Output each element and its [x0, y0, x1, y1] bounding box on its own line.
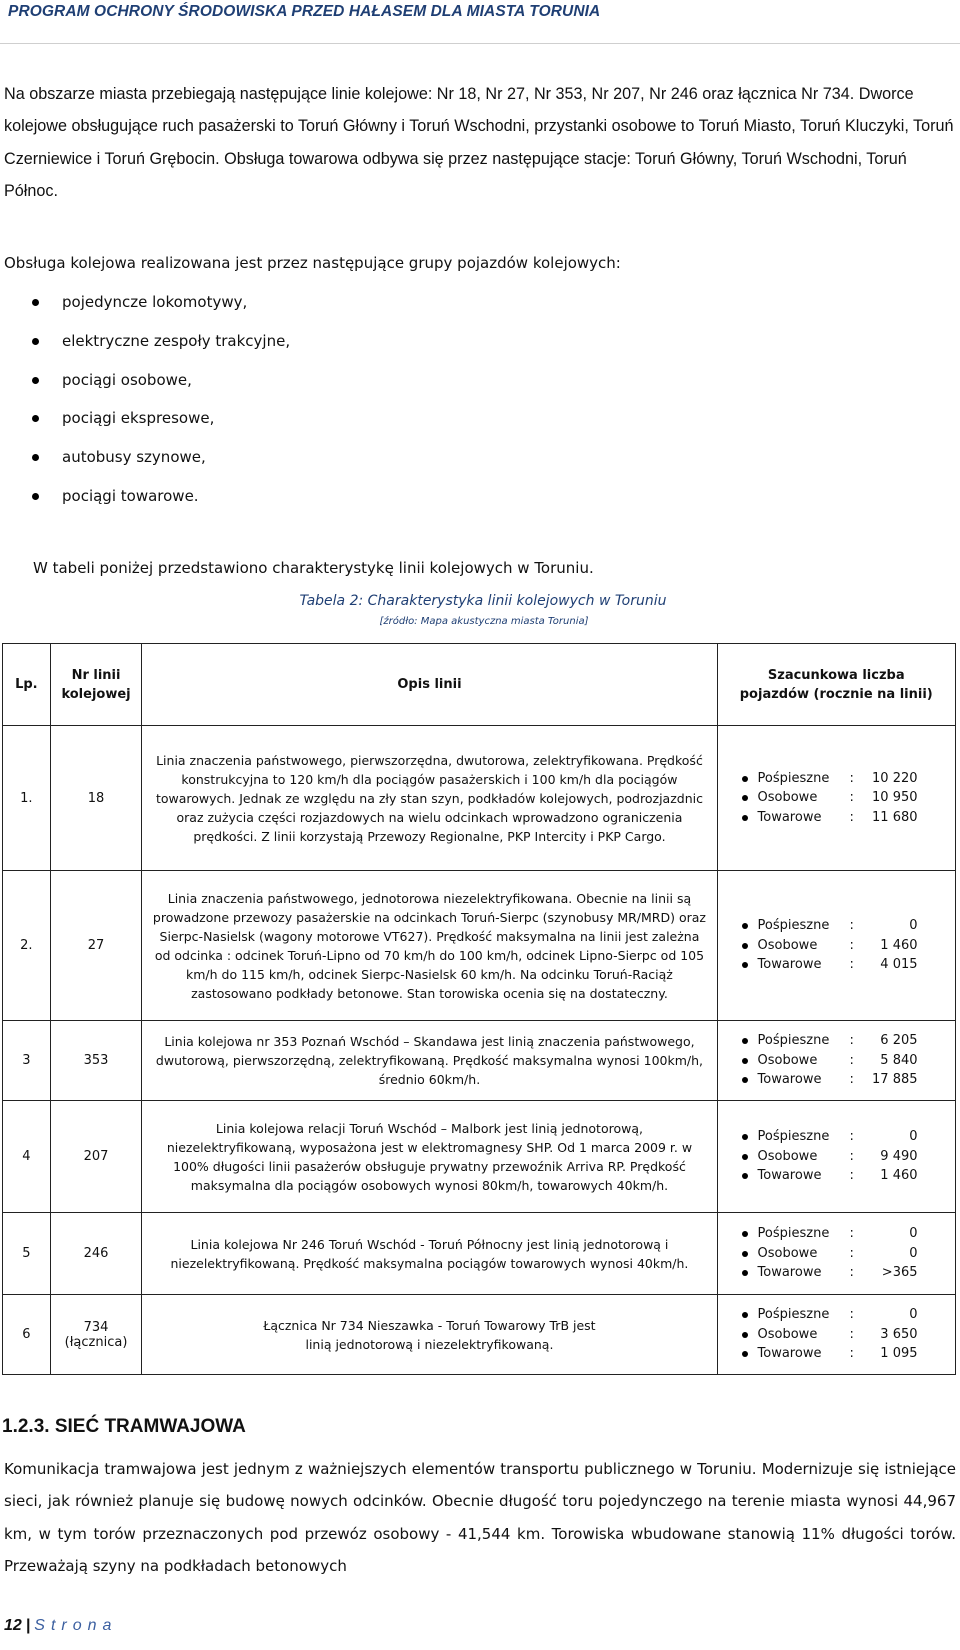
bullet-icon: [32, 493, 39, 500]
stat-item: Pośpieszne : 0: [738, 1224, 955, 1244]
stat-item: Osobowe : 10 950: [738, 788, 955, 808]
list-item: autobusy szynowe,: [0, 447, 700, 486]
table-header-row: [3, 644, 956, 726]
stat-item: Pośpieszne : 6 205: [738, 1031, 955, 1051]
bullet-icon: [742, 1058, 748, 1064]
bullet-icon: [742, 1134, 748, 1140]
bullet-icon: [32, 338, 39, 345]
bullet-icon: [742, 1312, 748, 1318]
row-lp: 5: [3, 1213, 51, 1295]
list-item: pociągi towarowe.: [0, 486, 700, 525]
list-item: pojedyncze lokomotywy,: [0, 292, 700, 331]
bullet-icon: [742, 1173, 748, 1179]
stat-item: Osobowe : 3 650: [738, 1325, 955, 1345]
table-source: [źródło: Mapa akustyczna miasta Torunia]: [379, 616, 589, 627]
bullet-icon: [742, 962, 748, 968]
stat-item: Osobowe : 1 460: [738, 936, 955, 956]
row-lp: 1.: [3, 726, 51, 871]
stat-item: Pośpieszne : 0: [738, 1305, 955, 1325]
stat-item: Pośpieszne : 10 220: [738, 769, 955, 789]
bullet-icon: [742, 795, 748, 801]
footer-label: Strona: [34, 1617, 118, 1634]
row-desc: Linia kolejowa nr 353 Poznań Wschód – Skandawa jest linią znaczenia państwowego, dwutorową, pierwszorzędną, zelektryfikowaną. Prędkość maksymalna wynosi 100km/h, średnio 60km/h.: [142, 1021, 717, 1101]
row-line: 207: [50, 1101, 142, 1213]
header-desc: Opis linii: [142, 644, 717, 726]
bullet-icon: [742, 1038, 748, 1044]
stat-item: Osobowe : 5 840: [738, 1051, 955, 1071]
row-line: 18: [50, 726, 142, 871]
footer-separator: |: [25, 1617, 31, 1634]
stat-item: Osobowe : 9 490: [738, 1147, 955, 1167]
bullet-icon: [742, 1332, 748, 1338]
row-desc: Linia kolejowa relacji Toruń Wschód – Malbork jest linią jednotorową, niezelektryfikowaną, wyposażona jest w elektromagnesy SHP. Od 1 marca 2009 r. w 100% długości linii pasażerów obsługuje prywatny przewoźnik Arriva RP. Prędkość maksymalna dla pociągów osobowych wynosi 80km/h, towarowych 40km/h.: [142, 1101, 717, 1213]
bullet-icon: [742, 1154, 748, 1160]
table-row: [3, 1021, 956, 1101]
row-line: 27: [50, 871, 142, 1021]
table-intro: W tabeli poniżej przedstawiono charakterystykę linii kolejowych w Toruniu.: [33, 559, 594, 577]
bullet-icon: [742, 1231, 748, 1237]
stat-item: Towarowe : 11 680: [738, 808, 955, 828]
bullet-icon: [742, 1251, 748, 1257]
row-line: 353: [50, 1021, 142, 1101]
row-desc: Łącznica Nr 734 Nieszawka - Toruń Towarowy TrB jest linią jednotorową i niezelektryfikowaną.: [142, 1295, 717, 1375]
stat-item: Towarowe : >365: [738, 1263, 955, 1283]
row-stats: [717, 726, 955, 871]
row-lp: 3: [3, 1021, 51, 1101]
bullet-icon: [742, 923, 748, 929]
vehicle-groups-list: [0, 292, 700, 525]
stat-item: Pośpieszne : 0: [738, 916, 955, 936]
list-item: elektryczne zespoły trakcyjne,: [0, 331, 700, 370]
row-desc: Linia kolejowa Nr 246 Toruń Wschód - Toruń Północny jest linią jednotorową i niezelektryfikowaną. Prędkość maksymalna pociągów towarowych wynosi 40km/h.: [142, 1213, 717, 1295]
bullet-icon: [32, 454, 39, 461]
stat-item: Pośpieszne : 0: [738, 1127, 955, 1147]
bullet-icon: [742, 776, 748, 782]
stat-item: Towarowe : 17 885: [738, 1070, 955, 1090]
table-row: [3, 1213, 956, 1295]
row-desc: Linia znaczenia państwowego, pierwszorzędna, dwutorowa, zelektryfikowana. Prędkość konstrukcyjna to 120 km/h dla pociągów pasażerskich i 100 km/h dla pociągów towarowych. Jednak ze względu na zły stan szyn, podkładów kolejowych, podrozjazdnic oraz zużycia części rozjazdowych na wielu odcinkach wprowadzono ograniczenia prędkości. Z linii korzystają Przewozy Regionalne, PKP Intercity i PKP Cargo.: [142, 726, 717, 871]
row-stats: [717, 1101, 955, 1213]
page-footer: [4, 1617, 117, 1635]
header-line: Nr linii kolejowej: [50, 644, 142, 726]
table-row: [3, 1101, 956, 1213]
intro-paragraph: Na obszarze miasta przebiegają następujące linie kolejowe: Nr 18, Nr 27, Nr 353, Nr 207, Nr 246 oraz łącznica Nr 734. Dworce kolejowe obsługujące ruch pasażerski to Toruń Główny i Toruń Wschodni, przystanki osobowe to Toruń Miasto, Toruń Kluczyki, Toruń Czerniewice i Toruń Grębocin. Obsługa towarowa odbywa się przez następujące stacje: Toruń Główny, Toruń Wschodni, Toruń Północ.: [4, 85, 954, 200]
page-number: 12: [4, 1617, 22, 1634]
groups-intro: Obsługa kolejowa realizowana jest przez następujące grupy pojazdów kolejowych:: [4, 254, 621, 272]
header-traffic: Szacunkowa liczba pojazdów (rocznie na linii): [717, 644, 955, 726]
bullet-icon: [32, 377, 39, 384]
table-row: [3, 871, 956, 1021]
stat-item: Towarowe : 4 015: [738, 955, 955, 975]
section-heading: 1.2.3. SIEĆ TRAMWAJOWA: [2, 1416, 246, 1437]
table-caption: Tabela 2: Charakterystyka linii kolejowych w Toruniu: [299, 593, 667, 609]
bullet-icon: [32, 415, 39, 422]
bullet-icon: [32, 299, 39, 306]
row-line: 734 (łącznica): [50, 1295, 142, 1375]
bullet-icon: [742, 1077, 748, 1083]
row-stats: [717, 1021, 955, 1101]
stat-item: Osobowe : 0: [738, 1244, 955, 1264]
table-row: [3, 1295, 956, 1375]
stat-item: Towarowe : 1 460: [738, 1166, 955, 1186]
row-line: 246: [50, 1213, 142, 1295]
stat-item: Towarowe : 1 095: [738, 1344, 955, 1364]
bullet-icon: [742, 1351, 748, 1357]
row-lp: 2.: [3, 871, 51, 1021]
row-stats: [717, 871, 955, 1021]
row-desc: Linia znaczenia państwowego, jednotorowa niezelektryfikowana. Obecnie na linii są prowadzone przewozy pasażerskie na odcinkach Toruń-Sierpc (szynobusy MR/MRD) oraz Sierpc-Nasielsk (wagony motorowe VT627). Prędkość maksymalna na linii jest zależna od odcinka : odcinek Toruń-Lipno od 70 km/h do 100 km/h, odcinek Lipno-Sierpc od 105 km/h do 115 km/h, odcinek Sierpc-Nasielsk 60 km/h. Na odcinku Toruń-Raciąż zastosowano podkłady betonowe. Stan torowiska ocenia się na dostateczny.: [142, 871, 717, 1021]
list-item: pociągi ekspresowe,: [0, 408, 700, 447]
tram-paragraph: Komunikacja tramwajowa jest jednym z ważniejszych elementów transportu publicznego w Toruniu. Modernizuje się istniejące sieci, jak również planuje się budowę nowych odcinków. Obecnie długość toru pojedynczego na terenie miasta wynosi 44,967 km, w tym torów przeznaczonych pod przewóz osobowy - 41,544 km. Torowiska wbudowane stanowią 11% długości torów. Przeważają szyny na podkładach betonowych: [4, 1460, 956, 1575]
bullet-icon: [742, 1270, 748, 1276]
bullet-icon: [742, 943, 748, 949]
row-lp: 6: [3, 1295, 51, 1375]
row-lp: 4: [3, 1101, 51, 1213]
list-item: pociągi osobowe,: [0, 370, 700, 409]
row-stats: [717, 1213, 955, 1295]
bullet-icon: [742, 815, 748, 821]
document-title: PROGRAM OCHRONY ŚRODOWISKA PRZED HAŁASEM DLA MIASTA TORUNIA: [8, 3, 601, 20]
row-stats: [717, 1295, 955, 1375]
table-row: [3, 726, 956, 871]
header-lp: Lp.: [3, 644, 51, 726]
railway-lines-table: [2, 643, 956, 1375]
page-header: [0, 0, 960, 44]
